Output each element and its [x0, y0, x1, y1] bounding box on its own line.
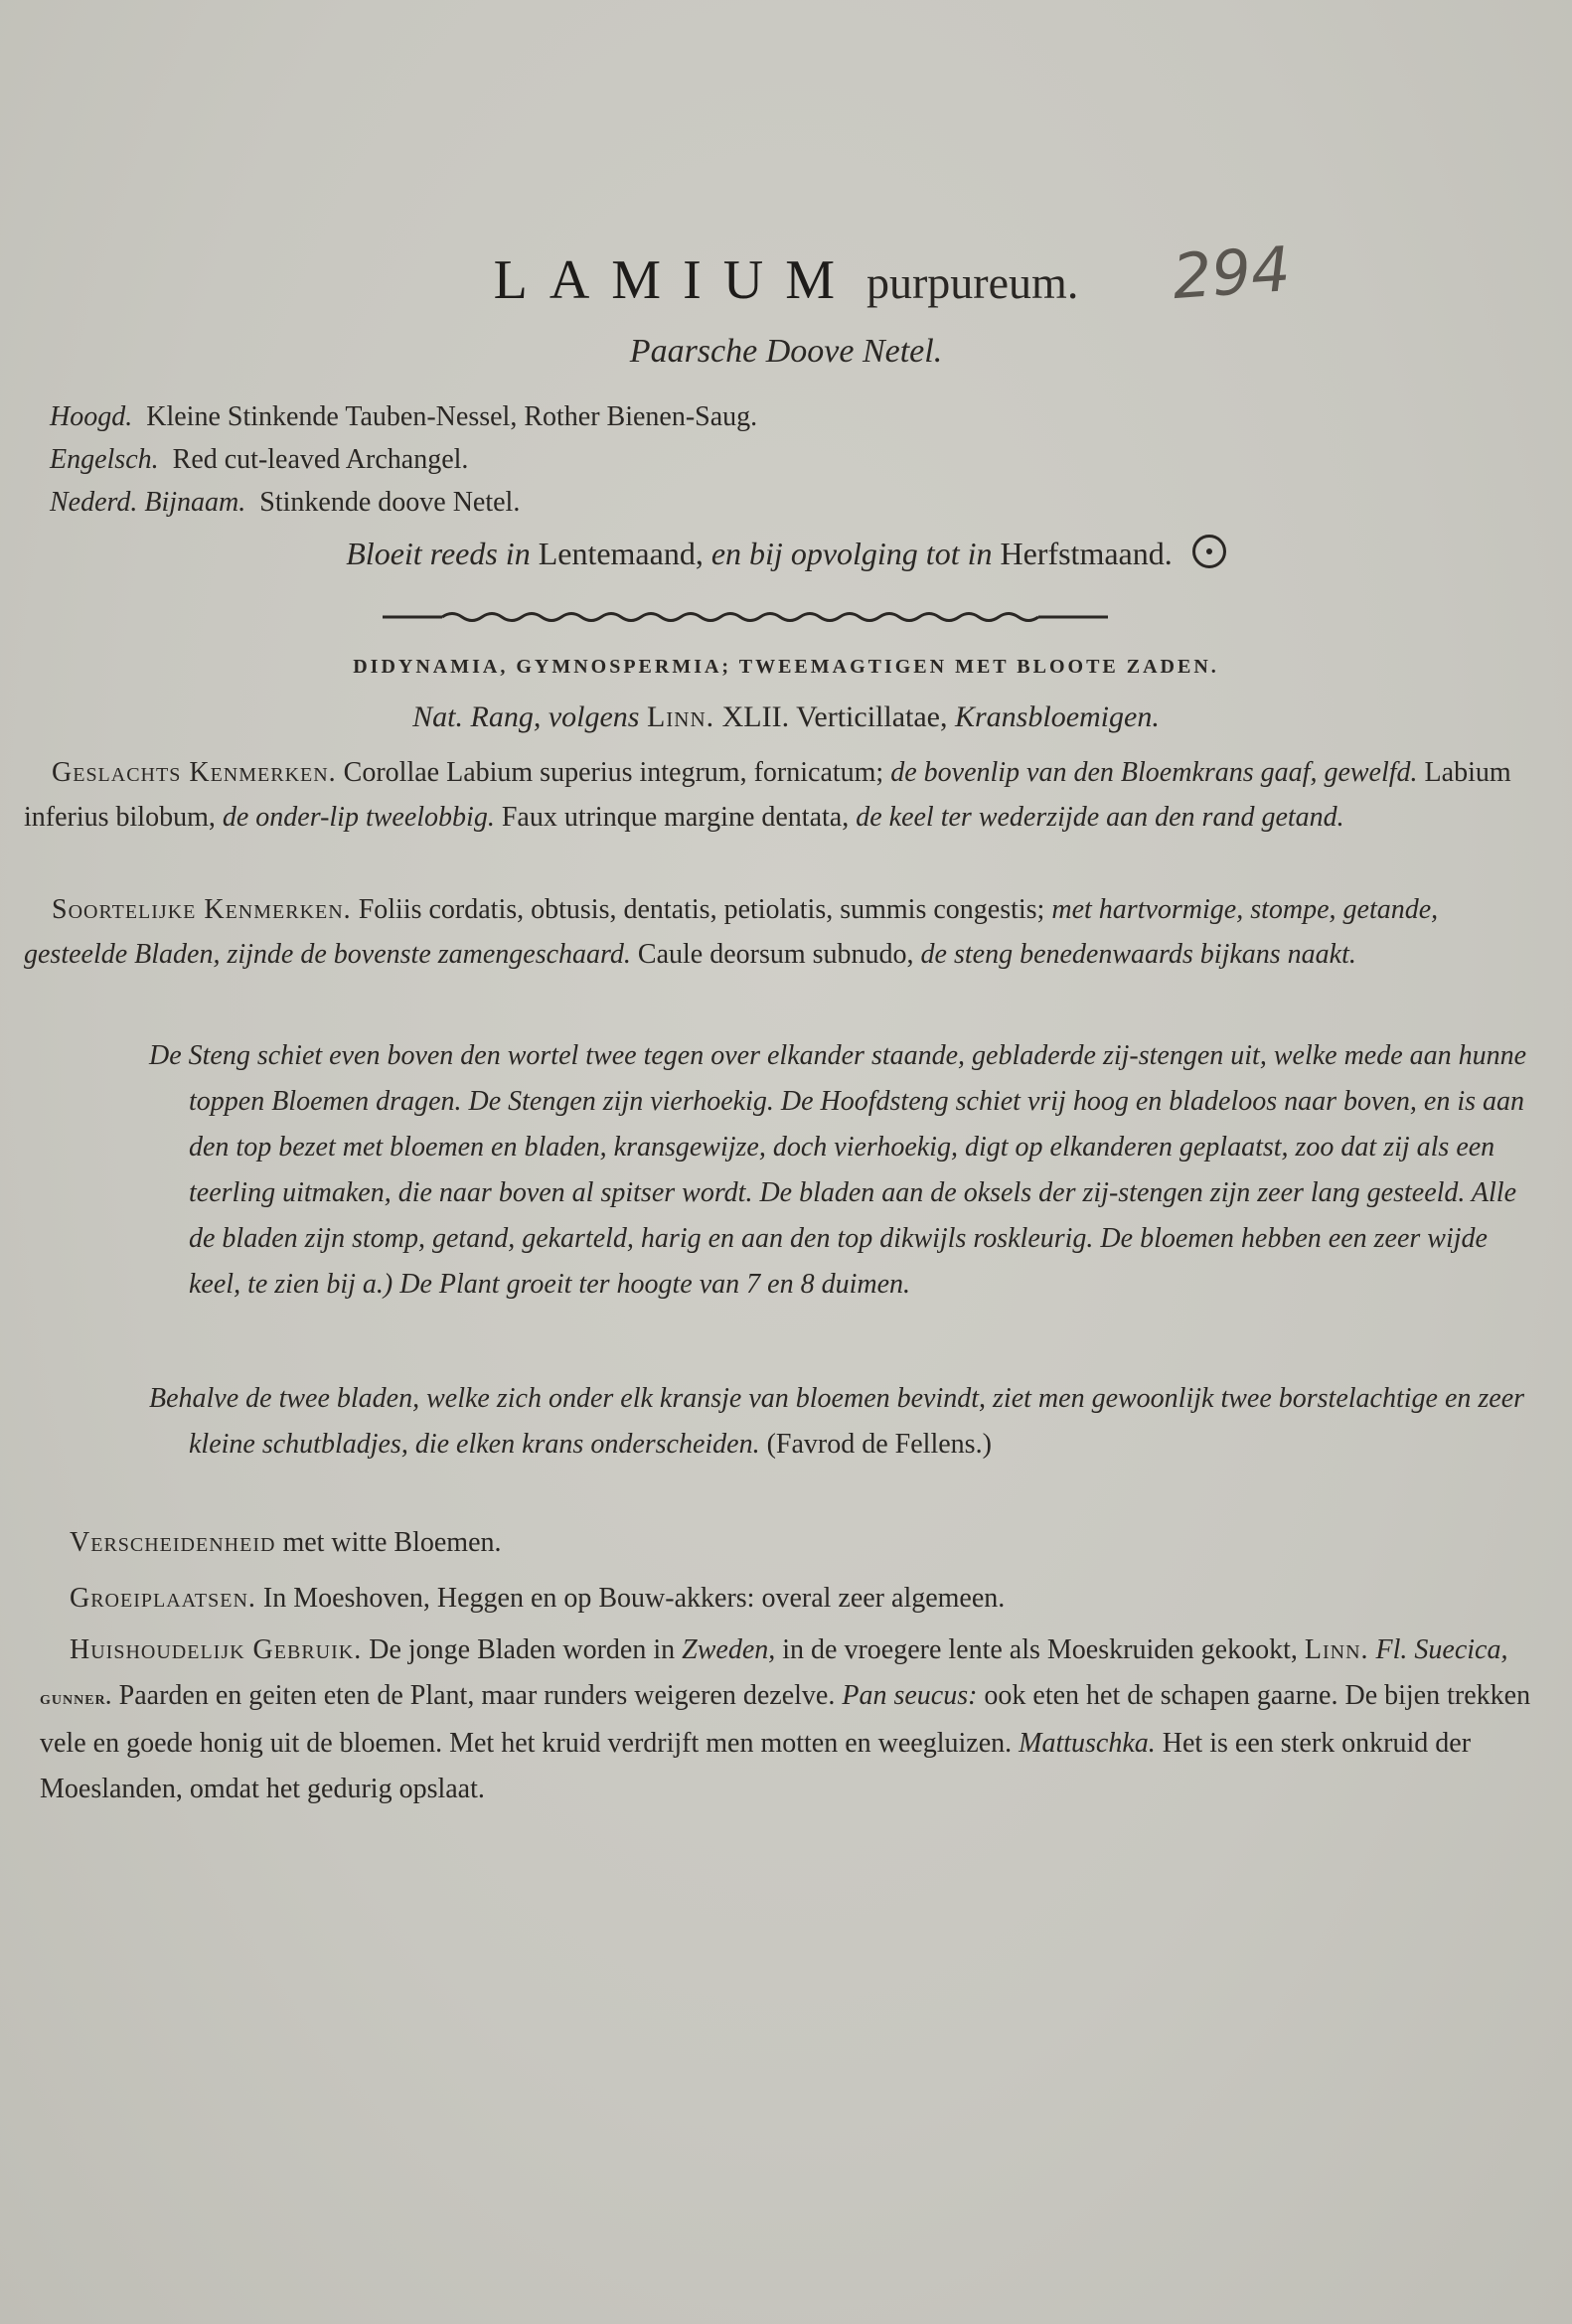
- bloei-part2: en bij opvolging tot in: [710, 536, 993, 571]
- work-citation: Pan seucus:: [842, 1680, 978, 1711]
- section-heading: Geslachts Kenmerken.: [52, 757, 337, 788]
- vernacular-names: [50, 395, 757, 524]
- dutch-text: de keel ter wederzijde aan den rand getand.: [856, 802, 1344, 833]
- name-text: Kleine Stinkende Tauben-Nessel, Rother Bienen-Saug.: [146, 401, 758, 432]
- classification: DIDYNAMIA, GYMNOSPERMIA; TWEEMAGTIGEN MET BLOOTE ZADEN.: [353, 656, 1219, 678]
- ornament-divider: [383, 608, 1108, 626]
- annual-symbol-icon: [1192, 535, 1226, 568]
- section-text: in de vroegere lente als Moeskruiden gekookt,: [782, 1634, 1298, 1665]
- section-text: Het is een sterk onkruid der Moeslanden, omdat het gedurig opslaat.: [40, 1728, 1472, 1804]
- huishoudelijk-gebruik: [40, 1627, 1540, 1812]
- name-text: Stinkende doove Netel.: [259, 487, 521, 518]
- dutch-text: de steng benedenwaards bijkans naakt.: [920, 939, 1356, 970]
- latin-text: Labium inferius bilobum,: [24, 757, 1511, 833]
- verscheidenheid: [70, 1520, 1540, 1565]
- title: [0, 248, 1572, 328]
- section-heading: Huishoudelijk Gebruik.: [70, 1634, 363, 1665]
- description-paragraph-2: [149, 1376, 1545, 1468]
- natural-order: [0, 700, 1572, 734]
- bloei-month2: Herfstmaand.: [1000, 536, 1173, 571]
- latin-text: Caule deorsum subnudo,: [637, 939, 914, 970]
- dutch-text: de onder-lip tweelobbig.: [222, 802, 495, 833]
- name-row-hoogd: [50, 395, 757, 438]
- species-name: purpureum.: [865, 257, 1079, 308]
- natrang-roman: XLII. Verticillatae,: [721, 700, 948, 733]
- name-label: Engelsch.: [50, 444, 159, 475]
- dutch-name: Paarsche Doove Netel.: [629, 333, 943, 370]
- groeiplaatsen: [70, 1576, 1540, 1621]
- dutch-text: de bovenlip van den Bloemkrans gaaf, gewelfd.: [890, 757, 1418, 788]
- latin-text: Faux utrinque margine dentata,: [501, 802, 850, 833]
- name-label: Nederd. Bijnaam.: [50, 487, 246, 518]
- source-citation: (Favrod de Fellens.): [766, 1429, 992, 1460]
- bloei-month1: Lentemaand,: [538, 536, 704, 571]
- author-citation: Mattuschka.: [1019, 1728, 1156, 1759]
- section-text: met witte Bloemen.: [282, 1527, 502, 1558]
- flowering-line: [0, 535, 1572, 572]
- name-text: Red cut-leaved Archangel.: [172, 444, 469, 475]
- latin-text: Foliis cordatis, obtusis, dentatis, petiolatis, summis congestis;: [358, 894, 1045, 925]
- section-heading: Verscheidenheid: [70, 1527, 276, 1558]
- work-citation: Fl. Suecica,: [1375, 1634, 1508, 1665]
- name-label: Hoogd.: [50, 401, 133, 432]
- section-text: De jonge Bladen worden in: [369, 1634, 676, 1665]
- natrang-dutch: Kransbloemigen.: [955, 700, 1160, 733]
- soortelijke-kenmerken: [24, 887, 1544, 977]
- section-text: Paarden en geiten eten de Plant, maar runders weigeren dezelve.: [118, 1680, 836, 1711]
- description-paragraph-1: [149, 1033, 1545, 1308]
- natrang-prefix: Nat. Rang, volgens: [412, 700, 640, 733]
- genus-name: LAMIUM: [493, 249, 857, 311]
- name-row-nederd: [50, 481, 757, 524]
- author-citation: gunner.: [40, 1687, 112, 1709]
- latin-text: Corollae Labium superius integrum, fornicatum;: [343, 757, 884, 788]
- section-heading: Groeiplaatsen.: [70, 1583, 256, 1614]
- place-name: Zweden,: [682, 1634, 776, 1665]
- dutch-text: met hartvormige, stompe, getande, gesteelde Bladen, zijnde de bovenste zamengeschaard.: [24, 894, 1439, 970]
- bloei-part1: Bloeit reeds in: [346, 536, 531, 571]
- geslachts-kenmerken: [24, 750, 1544, 840]
- description-text: De Steng schiet even boven den wortel twee tegen over elkander staande, gebladerde zij-stengen uit, welke mede aan hunne toppen Bloemen dragen. De Stengen zijn vierhoekig. De Hoofdsteng schiet vrij hoog en bladeloos naar boven, en is aan den top bezet met bloemen en bladen, kransgewijze, doch vierhoekig, digt op elkanderen geplaatst, zoo dat zij als een teerling uitmaken, die naar boven al spitser wordt. De bladen aan de oksels der zij-stengen zijn zeer lang gesteeld. Alle de bladen zijn stomp, getand, gekarteld, harig en aan den top dikwijls roskleurig. De bloemen hebben een zeer wijde keel, te zien bij a.) De Plant groeit ter hoogte van 7 en 8 duimen.: [149, 1040, 1527, 1300]
- description-text: Behalve de twee bladen, welke zich onder elk kransje van bloemen bevindt, ziet men gewoonlijk twee borstelachtige en zeer kleine schutbladjes, die elken krans onderscheiden.: [149, 1383, 1525, 1460]
- section-text: ook eten het de schapen gaarne. De bijen trekken vele en goede honig uit de bloemen. Met het kruid verdrijft men motten en weegluizen.: [40, 1680, 1531, 1759]
- handwritten-number: 294: [1170, 232, 1293, 314]
- author-citation: Linn.: [1304, 1634, 1369, 1665]
- name-row-engelsch: [50, 438, 757, 481]
- section-heading: Soortelijke Kenmerken.: [52, 894, 352, 925]
- natrang-linn: Linn.: [646, 700, 715, 733]
- section-text: In Moeshoven, Heggen en op Bouw-akkers: overal zeer algemeen.: [262, 1583, 1006, 1614]
